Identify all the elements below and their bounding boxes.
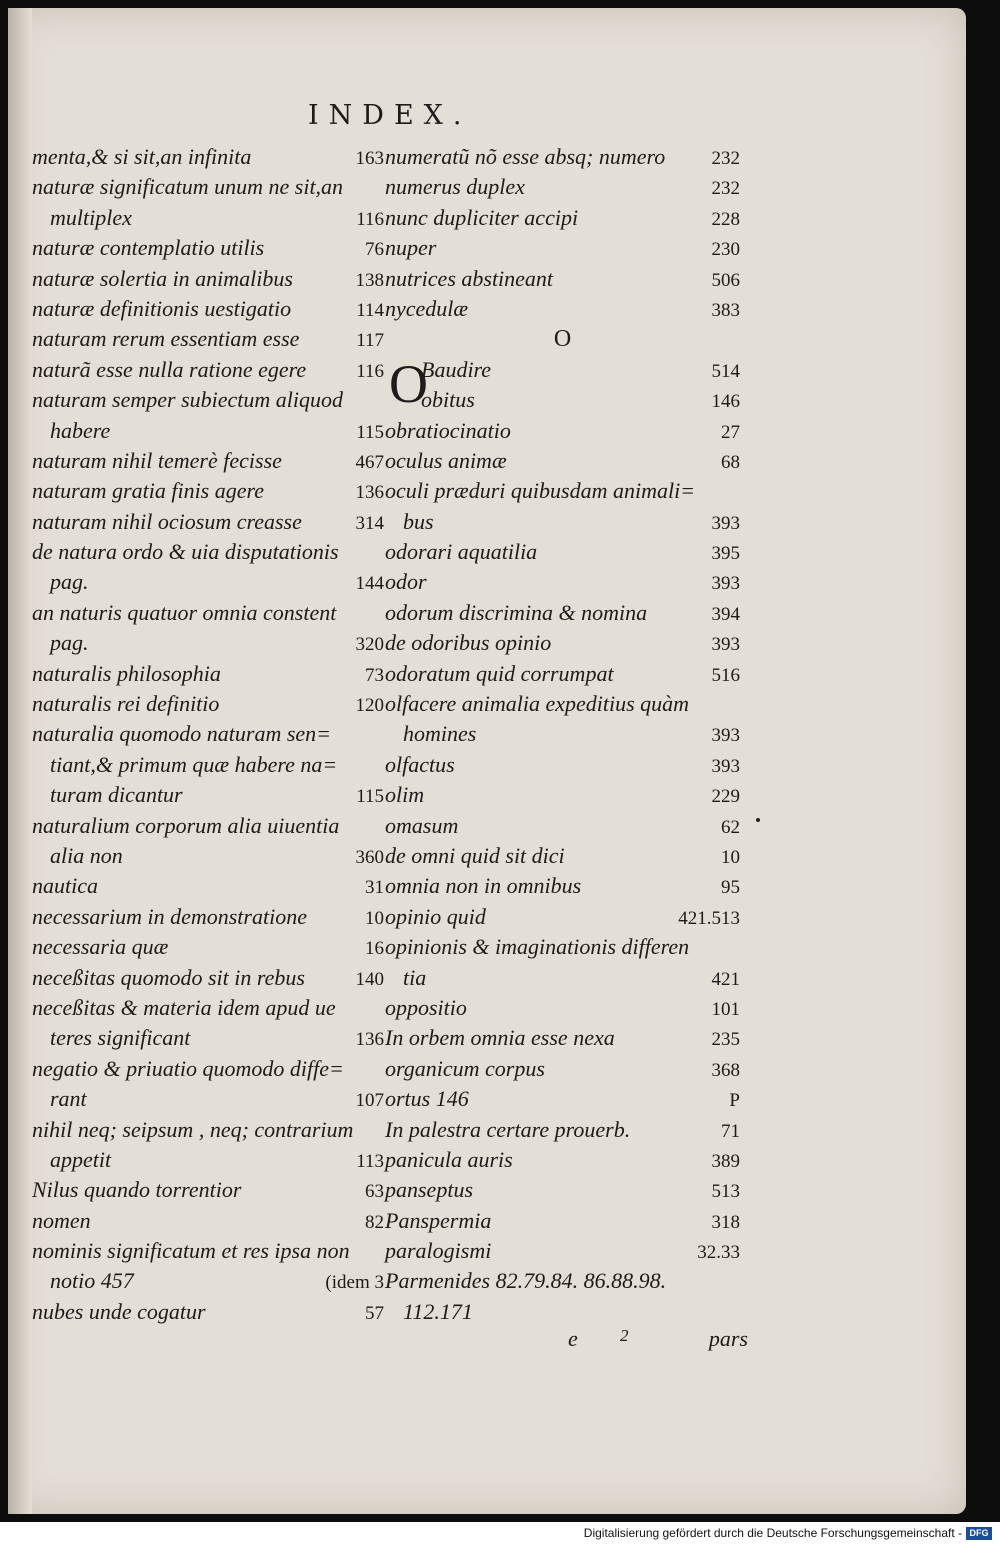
entry-text: de natura ordo & uia disputationis bbox=[32, 539, 339, 565]
entry-text: nominis significatum et res ipsa non bbox=[32, 1238, 350, 1264]
index-entry bbox=[385, 1175, 740, 1205]
index-entry bbox=[32, 811, 384, 841]
index-entry bbox=[385, 264, 740, 294]
entry-text: naturam gratia finis agere bbox=[32, 478, 265, 504]
entry-page: 113 bbox=[356, 1150, 384, 1172]
entry-page: 136 bbox=[355, 1029, 384, 1051]
index-entry bbox=[385, 993, 740, 1023]
index-entry bbox=[32, 537, 384, 567]
entry-page: 144 bbox=[355, 573, 384, 595]
entry-text: naturæ significatum unum ne sit,an bbox=[32, 174, 344, 200]
entry-page: 514 bbox=[711, 360, 740, 382]
index-column-left bbox=[32, 142, 384, 1327]
entry-text: olfacere animalia expeditius quàm bbox=[385, 691, 690, 717]
index-entry bbox=[32, 567, 384, 597]
index-entry bbox=[385, 1297, 740, 1327]
entry-text: In palestra certare prouerb. bbox=[385, 1116, 631, 1142]
signature-number: 2 bbox=[620, 1326, 629, 1345]
index-entry bbox=[32, 1266, 384, 1296]
entry-text: habere bbox=[50, 417, 111, 443]
index-column-right bbox=[385, 142, 740, 1327]
entry-text: nihil neq; seipsum , neq; contrarium bbox=[32, 1116, 354, 1142]
index-entry bbox=[385, 233, 740, 263]
entry-text: Nilus quando torrentior bbox=[32, 1177, 242, 1203]
entry-page: 10 bbox=[365, 907, 384, 929]
entry-text: paralogismi bbox=[385, 1238, 492, 1264]
index-entry bbox=[385, 1236, 740, 1266]
entry-text: naturalium corporum alia uiuentia bbox=[32, 812, 340, 838]
index-entry bbox=[385, 1206, 740, 1236]
index-entry bbox=[385, 598, 740, 628]
entry-page: 138 bbox=[355, 269, 384, 291]
entry-page: 71 bbox=[721, 1120, 740, 1142]
index-entry bbox=[385, 507, 740, 537]
entry-text: In orbem omnia esse nexa bbox=[385, 1025, 615, 1051]
entry-page: 228 bbox=[711, 208, 740, 230]
entry-page: 516 bbox=[711, 664, 740, 686]
entry-text: pag. bbox=[50, 569, 89, 595]
index-entry bbox=[385, 628, 740, 658]
index-entry bbox=[32, 142, 384, 172]
index-entry bbox=[32, 1297, 384, 1327]
entry-text: necessaria quæ bbox=[32, 934, 169, 960]
entry-text: naturalis philosophia bbox=[32, 660, 221, 686]
entry-text: oculi præduri quibusdam animali= bbox=[385, 478, 696, 504]
entry-page: 68 bbox=[721, 451, 740, 473]
entry-page: 421 bbox=[711, 968, 740, 990]
entry-text: rant bbox=[50, 1086, 87, 1112]
entry-page: 235 bbox=[711, 1029, 740, 1051]
entry-page: 393 bbox=[711, 634, 740, 656]
entry-page: 232 bbox=[711, 148, 740, 169]
index-entry bbox=[385, 719, 740, 749]
index-entry bbox=[32, 598, 384, 628]
index-entry bbox=[32, 1236, 384, 1266]
entry-text: organicum corpus bbox=[385, 1055, 545, 1081]
entry-page: 73 bbox=[365, 664, 384, 686]
entry-text: Panspermia bbox=[385, 1207, 492, 1233]
entry-page: 318 bbox=[711, 1211, 740, 1233]
entry-text: numeratũ nõ esse absq; numero bbox=[385, 144, 666, 169]
entry-text: nycedulæ bbox=[385, 295, 469, 321]
index-entry bbox=[32, 932, 384, 962]
digitization-footer bbox=[0, 1524, 1000, 1544]
running-head: INDEX. bbox=[308, 100, 472, 131]
entry-text: tia bbox=[403, 964, 427, 990]
entry-page: (idem 3 bbox=[325, 1272, 384, 1294]
index-entry bbox=[385, 355, 740, 385]
index-entry bbox=[385, 871, 740, 901]
index-entry bbox=[32, 1054, 384, 1084]
entry-text: menta,& si sit,an infinita bbox=[32, 144, 252, 169]
entry-text: alia non bbox=[50, 842, 123, 868]
entry-text: neceßitas & materia idem apud ue bbox=[32, 994, 336, 1020]
index-entry bbox=[385, 1266, 740, 1296]
dfg-logo: DFG bbox=[966, 1527, 992, 1540]
index-entry bbox=[32, 963, 384, 993]
section-letter-o: O bbox=[553, 326, 572, 353]
index-entry bbox=[385, 1084, 740, 1114]
entry-page: 229 bbox=[711, 786, 740, 808]
index-entry bbox=[32, 1115, 384, 1145]
entry-text: de omni quid sit dici bbox=[385, 842, 565, 868]
entry-text: negatio & priuatio quomodo diffe= bbox=[32, 1055, 344, 1081]
index-entry bbox=[32, 993, 384, 1023]
index-entry bbox=[385, 1023, 740, 1053]
index-entry bbox=[385, 1145, 740, 1175]
index-entry bbox=[32, 1175, 384, 1205]
entry-text: homines bbox=[403, 721, 477, 747]
index-entry bbox=[385, 841, 740, 871]
index-entry bbox=[32, 172, 384, 202]
entry-page: 360 bbox=[355, 846, 384, 868]
catchword: pars bbox=[708, 1326, 748, 1351]
index-entry bbox=[385, 416, 740, 446]
entry-text: omnia non in omnibus bbox=[385, 873, 582, 899]
index-entry bbox=[32, 1084, 384, 1114]
index-entry bbox=[385, 659, 740, 689]
index-entry bbox=[32, 1145, 384, 1175]
entry-text: numerus duplex bbox=[385, 174, 525, 200]
entry-text: opinionis & imaginationis differen bbox=[385, 934, 690, 960]
entry-text: multiplex bbox=[50, 204, 132, 230]
entry-text: naturam nihil ociosum creasse bbox=[32, 508, 302, 534]
entry-page: 116 bbox=[356, 208, 384, 230]
entry-text: obitus bbox=[421, 387, 475, 413]
entry-page: 389 bbox=[711, 1150, 740, 1172]
entry-page: 368 bbox=[711, 1059, 740, 1081]
footer-credit: Digitalisierung gefördert durch die Deutsche Forschungsgemeinschaft - bbox=[583, 1526, 962, 1540]
entry-text: ortus 146 bbox=[385, 1086, 469, 1112]
index-entry bbox=[385, 203, 740, 233]
entry-text: omasum bbox=[385, 812, 459, 838]
entry-text: panicula auris bbox=[385, 1146, 513, 1172]
index-entry bbox=[385, 476, 740, 506]
entry-text: nunc dupliciter accipi bbox=[385, 204, 579, 230]
entry-page: 230 bbox=[711, 239, 740, 261]
entry-text: odoratum quid corrumpat bbox=[385, 660, 614, 686]
index-entry bbox=[32, 416, 384, 446]
entry-text: naturalis rei definitio bbox=[32, 691, 220, 717]
signature-mark: e bbox=[568, 1326, 578, 1351]
entry-text: notio 457 bbox=[50, 1268, 134, 1294]
entry-text: naturã esse nulla ratione egere bbox=[32, 356, 307, 382]
book-page bbox=[8, 8, 966, 1514]
entry-page: 163 bbox=[355, 148, 384, 169]
entry-page: 32.33 bbox=[697, 1242, 740, 1264]
index-entry bbox=[32, 507, 384, 537]
entry-page: 393 bbox=[711, 573, 740, 595]
entry-page: 394 bbox=[711, 603, 740, 625]
entry-text: tiant,& primum quæ habere na= bbox=[50, 751, 338, 777]
index-entry bbox=[385, 689, 740, 719]
index-entry bbox=[32, 446, 384, 476]
entry-text: Baudire bbox=[421, 356, 492, 382]
index-entry bbox=[385, 446, 740, 476]
entry-page: 136 bbox=[355, 482, 384, 504]
index-entry bbox=[32, 294, 384, 324]
index-entry bbox=[385, 172, 740, 202]
entry-text: turam dicantur bbox=[50, 782, 183, 808]
entry-page: 395 bbox=[711, 543, 740, 565]
index-entry bbox=[32, 385, 384, 415]
entry-page: 320 bbox=[355, 634, 384, 656]
index-entry bbox=[385, 780, 740, 810]
entry-text: an naturis quatuor omnia constent bbox=[32, 599, 337, 625]
entry-page: 27 bbox=[721, 421, 740, 443]
entry-text: odorari aquatilia bbox=[385, 539, 538, 565]
entry-page: 95 bbox=[721, 877, 740, 899]
entry-text: nuper bbox=[385, 235, 437, 261]
index-entry bbox=[32, 324, 384, 354]
entry-text: nutrices abstineant bbox=[385, 265, 554, 291]
index-entry bbox=[32, 871, 384, 901]
index-entry bbox=[32, 476, 384, 506]
entry-page: 114 bbox=[356, 299, 384, 321]
entry-page: 16 bbox=[365, 938, 384, 960]
entry-text: oppositio bbox=[385, 994, 467, 1020]
entry-text: Parmenides 82.79.84. 86.88.98. bbox=[385, 1268, 667, 1294]
index-entry bbox=[385, 567, 740, 597]
entry-text: pag. bbox=[50, 630, 89, 656]
entry-text: nubes unde cogatur bbox=[32, 1298, 206, 1324]
entry-text: oculus animæ bbox=[385, 447, 507, 473]
index-entry bbox=[385, 1115, 740, 1145]
entry-text: naturam semper subiectum aliquod bbox=[32, 387, 344, 413]
entry-page: 120 bbox=[355, 695, 384, 717]
entry-page: 115 bbox=[356, 786, 384, 808]
index-entry bbox=[385, 142, 740, 172]
index-entry bbox=[32, 750, 384, 780]
entry-page: 393 bbox=[711, 512, 740, 534]
index-entry bbox=[385, 902, 740, 932]
entry-text: naturam nihil temerè fecisse bbox=[32, 447, 282, 473]
index-entry bbox=[32, 841, 384, 871]
entry-page: 107 bbox=[355, 1090, 384, 1112]
entry-page: 232 bbox=[711, 178, 740, 200]
index-entry bbox=[385, 932, 740, 962]
entry-text: naturæ contemplatio utilis bbox=[32, 235, 265, 261]
entry-text: naturalia quomodo naturam sen= bbox=[32, 721, 332, 747]
entry-text: nomen bbox=[32, 1207, 91, 1233]
entry-text: appetit bbox=[50, 1146, 112, 1172]
index-entry bbox=[32, 689, 384, 719]
entry-text: nautica bbox=[32, 873, 98, 899]
entry-page: 421.513 bbox=[678, 907, 740, 929]
index-entry bbox=[32, 719, 384, 749]
entry-text: naturæ solertia in animalibus bbox=[32, 265, 293, 291]
index-entry bbox=[32, 264, 384, 294]
entry-text: naturam rerum essentiam esse bbox=[32, 326, 300, 352]
index-entry bbox=[385, 1054, 740, 1084]
entry-page: 513 bbox=[711, 1181, 740, 1203]
entry-text: olfactus bbox=[385, 751, 455, 777]
entry-page: 393 bbox=[711, 725, 740, 747]
entry-page: 506 bbox=[711, 269, 740, 291]
entry-text: odor bbox=[385, 569, 427, 595]
entry-page: 10 bbox=[721, 846, 740, 868]
index-entry bbox=[32, 233, 384, 263]
entry-page: 117 bbox=[356, 330, 384, 352]
index-entry bbox=[385, 537, 740, 567]
ink-speck bbox=[756, 818, 760, 822]
index-entry bbox=[385, 811, 740, 841]
entry-text: necessarium in demonstratione bbox=[32, 903, 307, 929]
entry-page: 63 bbox=[365, 1181, 384, 1203]
drop-cap: O bbox=[389, 353, 428, 414]
entry-page: 62 bbox=[721, 816, 740, 838]
entry-text: bus bbox=[403, 508, 434, 534]
entry-page: 116 bbox=[356, 360, 384, 382]
index-entry bbox=[32, 203, 384, 233]
entry-text: de odoribus opinio bbox=[385, 630, 552, 656]
entry-text: teres significant bbox=[50, 1025, 191, 1051]
entry-page: 314 bbox=[355, 512, 384, 534]
entry-page: 82 bbox=[365, 1211, 384, 1233]
entry-text: neceßitas quomodo sit in rebus bbox=[32, 964, 305, 990]
index-entry bbox=[32, 659, 384, 689]
index-entry bbox=[385, 294, 740, 324]
index-entry bbox=[385, 385, 740, 415]
entry-page: 383 bbox=[711, 299, 740, 321]
entry-page: 31 bbox=[365, 877, 384, 899]
index-entry bbox=[385, 963, 740, 993]
entry-text: odorum discrimina & nomina bbox=[385, 599, 648, 625]
index-entry bbox=[32, 628, 384, 658]
entry-text: panseptus bbox=[385, 1177, 473, 1203]
entry-page: 140 bbox=[355, 968, 384, 990]
entry-page: 101 bbox=[711, 998, 740, 1020]
entry-page: 146 bbox=[711, 391, 740, 413]
index-entry bbox=[32, 1206, 384, 1236]
entry-text: naturæ definitionis uestigatio bbox=[32, 295, 292, 321]
entry-page: P bbox=[729, 1090, 740, 1112]
index-entry bbox=[385, 750, 740, 780]
entry-page: 57 bbox=[365, 1302, 384, 1324]
entry-text: opinio quid bbox=[385, 903, 486, 929]
index-entry bbox=[32, 355, 384, 385]
index-entry bbox=[32, 1023, 384, 1053]
entry-page: 467 bbox=[355, 451, 384, 473]
entry-page: 393 bbox=[711, 755, 740, 777]
entry-text: obratiocinatio bbox=[385, 417, 511, 443]
index-entry bbox=[32, 780, 384, 810]
entry-page: 115 bbox=[356, 421, 384, 443]
entry-text: olim bbox=[385, 782, 425, 808]
page-gutter bbox=[8, 8, 32, 1514]
index-entry bbox=[32, 902, 384, 932]
entry-text: 112.171 bbox=[403, 1298, 473, 1324]
entry-page: 76 bbox=[365, 239, 384, 261]
